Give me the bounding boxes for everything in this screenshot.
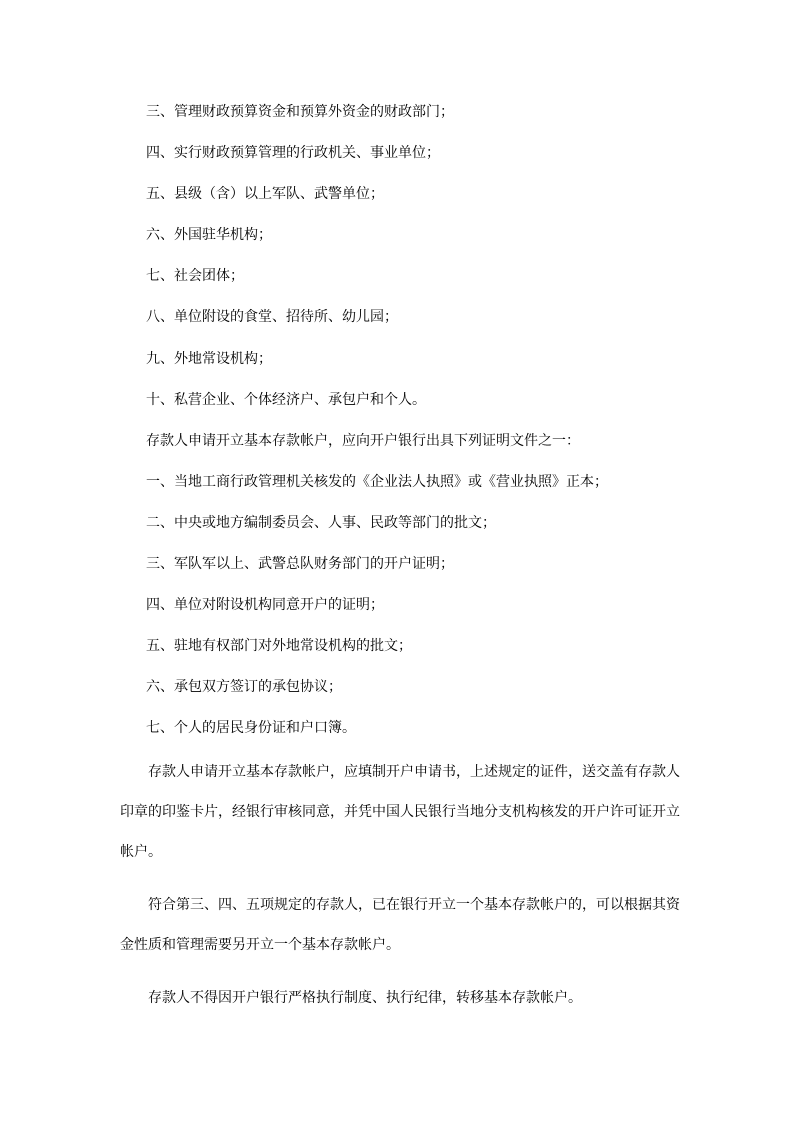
document-body	[120, 102, 680, 1031]
list-item: 五、驻地有权部门对外地常设机构的批文；	[146, 638, 412, 655]
list-item: 九、外地常设机构；	[146, 350, 272, 367]
list-item: 四、单位对附设机构同意开户的证明；	[146, 597, 384, 614]
list-item: 六、外国驻华机构；	[146, 227, 272, 244]
list-item: 三、军队军以上、武警总队财务部门的开户证明；	[146, 556, 454, 573]
list-item: 二、中央或地方编制委员会、人事、民政等部门的批文；	[146, 514, 496, 531]
list-item: 四、实行财政预算管理的行政机关、事业单位；	[146, 145, 440, 162]
list-item: 十、私营企业、个体经济户、承包户和个人。	[146, 391, 426, 408]
intro-text: 存款人申请开立基本存款帐户，应向开户银行出具下列证明文件之一：	[146, 432, 580, 449]
paragraph: 符合第三、四、五项规定的存款人，已在银行开立一个基本存款帐户的，可以根据其资金性质和管理需要另开立一个基本存款帐户。	[120, 896, 680, 953]
list-item: 六、承包双方签订的承包协议；	[146, 679, 342, 696]
list-item: 三、管理财政预算资金和预算外资金的财政部门；	[146, 104, 454, 120]
list-item: 八、单位附设的食堂、招待所、幼儿园；	[146, 309, 398, 326]
list-item: 五、县级（含）以上军队、武警单位；	[146, 186, 384, 203]
paragraph: 存款人不得因开户银行严格执行制度、执行纪律，转移基本存款帐户。	[148, 989, 582, 1006]
list-item: 七、个人的居民身份证和户口簿。	[146, 720, 356, 737]
list-item: 七、社会团体；	[146, 268, 244, 285]
paragraph: 存款人申请开立基本存款帐户，应填制开户申请书，上述规定的证件，送交盖有存款人印章的印鉴卡片，经银行审核同意，并凭中国人民银行当地分支机构核发的开户许可证开立帐户。	[120, 763, 680, 860]
list-item: 一、当地工商行政管理机关核发的《企业法人执照》或《营业执照》正本；	[146, 473, 608, 490]
